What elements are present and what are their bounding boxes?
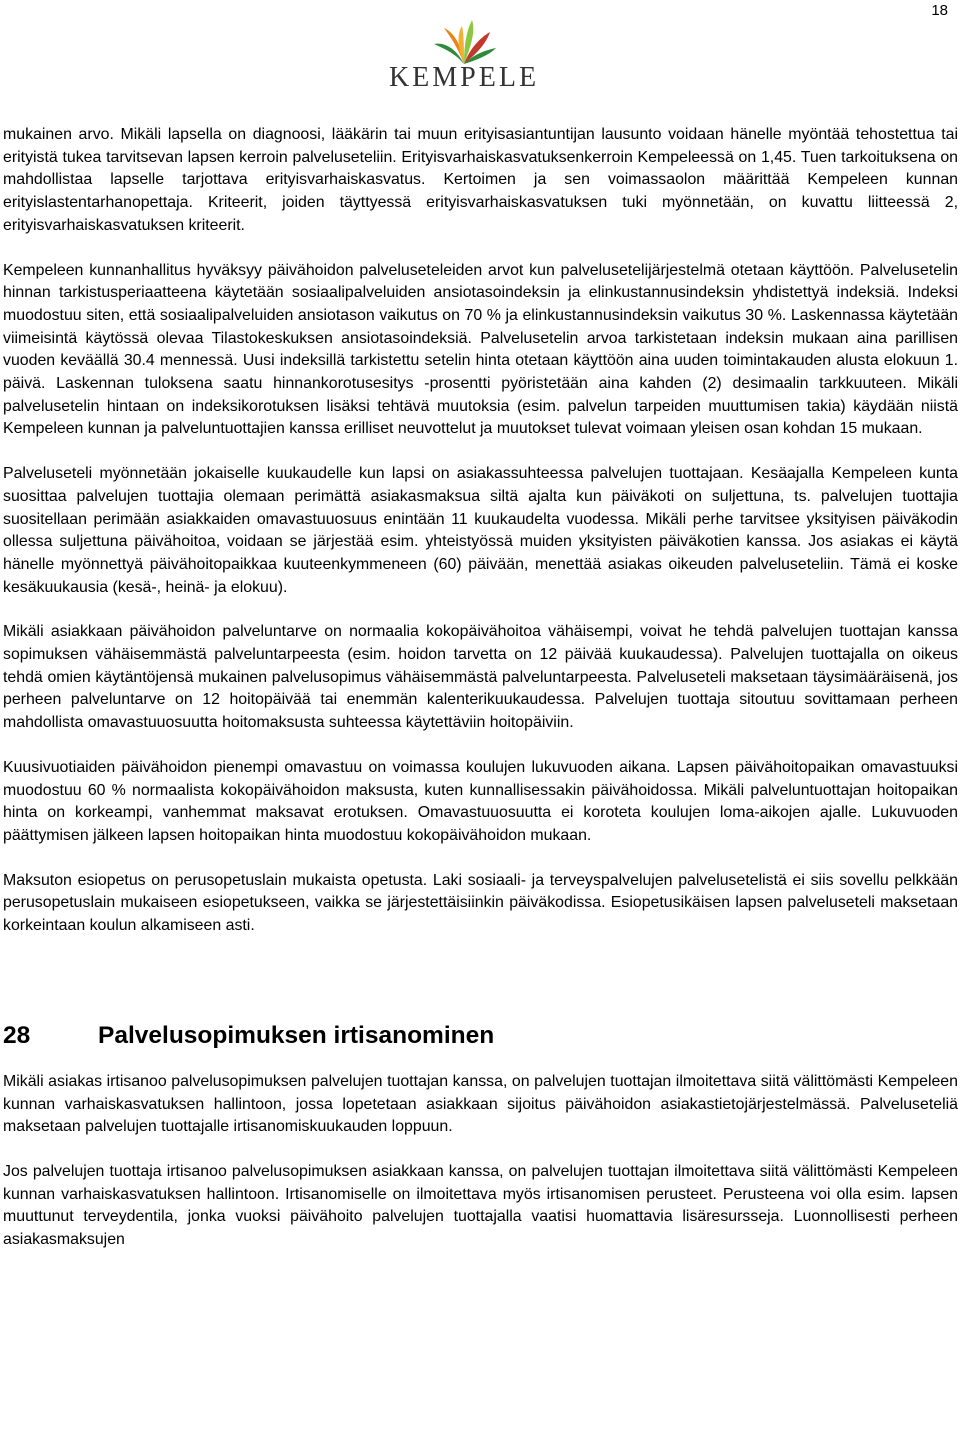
logo-wordmark: KEMPELE xyxy=(388,62,540,93)
page-number: 18 xyxy=(931,2,948,19)
section-number: 28 xyxy=(3,1021,31,1049)
section-heading xyxy=(3,1021,958,1051)
leaf-tree-icon xyxy=(384,18,544,66)
paragraph: Maksuton esiopetus on perusopetuslain mukaista opetusta. Laki sosiaali- ja terveyspalvelujen palvelusetelistä ei siis sovellu pelkkään perusopetuslain mukaiseen esiopetukseen, vaikka se järjestettäisiinkin päiväkodissa. Esiopetusikäisen lapsen palveluseteli maksetaan korkeintaan koulun alkamiseen asti. xyxy=(3,871,958,935)
paragraph: Mikäli asiakkaan päivähoidon palveluntarve on normaalia kokopäivähoitoa vähäisempi, voivat he tehdä palvelujen tuottajan kanssa sopimuksen vähäisemmästä palveluntarpeesta (esim. hoidon tarvetta on 12 päivää kuukaudessa). Palvelujen tuottajalla on oikeus tehdä omien käytäntöjensä mukainen palvelusopimus vähäisemmästä palveluntarpeesta. Palveluseteli maksetaan täysimääräisenä, jos perheen palveluntarve on 12 hoitopäivää tai enemmän kalenterikuukaudessa. Palvelujen tuottaja sitoutuu sovittamaan perheen mahdollista omavastuuosuutta hoitomaksusta suhteessa käytettäviin hoitopäiviin. xyxy=(3,623,958,732)
section-title: Palvelusopimuksen irtisanominen xyxy=(98,1021,495,1049)
paragraph: Mikäli asiakas irtisanoo palvelusopimuksen palvelujen tuottajan kanssa, on palvelujen tuottajan ilmoitettava siitä välittömästi Kempeleen kunnan varhaiskasvatuksen hallintoon, jossa lopetetaan asiakkaan sijoitus päivähoidon asiakastietojärjestelmässä. Palveluseteliä maksetaan palvelujen tuottajalle irtisanomiskuukauden loppuun. xyxy=(3,1072,958,1136)
paragraph: Palveluseteli myönnetään jokaiselle kuukaudelle kun lapsi on asiakassuhteessa palvelujen tuottajaan. Kesäajalla Kempeleen kunta suosittaa palvelujen tuottajia olemaan perimättä asiakasmaksua siltä ajalta kun päiväkoti on suljettuna, ts. palvelujen tuottajia suositellaan perimään asiakkaiden omavastuuosuus enintään 11 kuukaudelta vuodessa. Mikäli perhe tarvitsee yksityisen päiväkodin ollessa suljettuna päivähoitoa, voidaan se järjestää esim. yhteistyössä muiden yksityisten päiväkotien kanssa. Jos asiakas ei käytä hänelle myönnettyä päivähoitopaikkaa kuuteenkymmeneen (60) päivään, menettää asiakas oikeuden palveluseteliin. Tämä ei koske kesäkuukausia (kesä-, heinä- ja elokuu). xyxy=(3,465,958,596)
document-body xyxy=(3,124,958,1274)
paragraph: Kempeleen kunnanhallitus hyväksyy päivähoidon palveluseteleiden arvot kun palvelusetelijärjestelmä otetaan käyttöön. Palvelusetelin hinnan tarkistusperiaatteena käytetään sosiaalipalveluiden ansiotasoindeksin ja elinkustannusindeksin yhdistettyä indeksiä. Indeksi muodostuu siten, että sosiaalipalveluiden ansiotason vaikutus on 70 % ja elinkustannusindeksin vaikutus 30 %. Laskennassa käytetään viimeisintä käytössä olevaa Tilastokeskuksen ansiotasoindeksiä. Palvelusetelin arvoa tarkistetaan indeksin mukaan aina parillisen vuoden keväällä 30.4 mennessä. Uusi indeksillä tarkistettu setelin hinta otetaan käyttöön aina uuden toimintakauden alusta elokuun 1. päivä. Laskennan tuloksena saatu hinnankorotusesitys -prosentti pyöristetään aina kahden (2) desimaalin tarkkuuteen. Mikäli palvelusetelin hintaan on indeksikorotuksen lisäksi tehtävä muutoksia (esim. palvelun tarpeiden muuttumisen takia) käydään niistä Kempeleen kunnan ja palveluntuottajien kanssa erilliset neuvottelut ja muutokset tulevat voimaan yleisen osan kohdan 15 mukaan. xyxy=(3,261,958,438)
kempele-logo xyxy=(384,18,544,94)
paragraph: Kuusivuotiaiden päivähoidon pienempi omavastuu on voimassa koulujen lukuvuoden aikana. Lapsen päivähoitopaikan omavastuuksi muodostuu 60 % normaalista kokopäivähoidon maksusta, kuten kunnallisessakin päivähoidossa. Mikäli palveluntuottajan hoitopaikan hinta on korkeampi, vanhemmat maksavat erotuksen. Omavastuuosuutta ei koroteta koulujen loma-aikojen ajalle. Lukuvuoden päättymisen jälkeen lapsen hoitopaikan hinta muodostuu kokopäivähoidon mukaan. xyxy=(3,758,958,844)
paragraph: mukainen arvo. Mikäli lapsella on diagnoosi, lääkärin tai muun erityisasiantuntijan lausunto voidaan hänelle myöntää tehostettua tai erityistä tukea tarvitsevan lapsen kerroin palveluseteliin. Erityisvarhaiskasvatuksenkerroin Kempeleessä on 1,45. Tuen tarkoituksena on mahdollistaa lapselle tarjottava erityisvarhaiskasvatus. Kertoimen ja sen voimassaolon määrittää Kempeleen kunnan erityislastentarhanopettaja. Kriteerit, joiden täyttyessä erityisvarhaiskasvatuksen tuki myönnetään, on kuvattu liitteessä 2, erityisvarhaiskasvatuksen kriteerit. xyxy=(3,126,958,234)
paragraph: Jos palvelujen tuottaja irtisanoo palvelusopimuksen asiakkaan kanssa, on palvelujen tuottajan ilmoitettava siitä välittömästi Kempeleen kunnan varhaiskasvatuksen hallintoon. Irtisanomiselle on ilmoitettava myös irtisanomisen perusteet. Perusteena voi olla esim. lapsen muuttunut terveydentila, jonka vuoksi päivähoito palvelujen tuottajalla vaatisi huomattavia lisäresursseja. Luonnollisesti perheen asiakasmaksujen xyxy=(3,1162,958,1249)
